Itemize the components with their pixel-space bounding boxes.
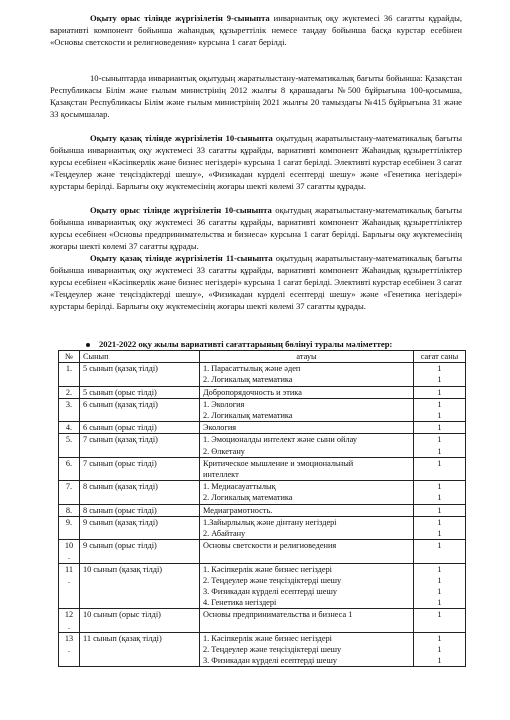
paragraph-5-bold: Оқыту қазақ тілінде жүргізілетін 11-сыныпта [90, 253, 273, 263]
row-number [59, 422, 80, 434]
paragraph-2 [50, 72, 462, 120]
row-hours [414, 434, 466, 457]
row-number-text: 3. [65, 399, 73, 409]
table-row [59, 481, 466, 504]
course-name: Основы светскости и религиоведения [203, 541, 337, 551]
row-course-names [200, 481, 414, 504]
course-name: 3. Физикадан күрделі есептерді шешу [203, 656, 338, 666]
hours-value: 1 [437, 458, 442, 468]
table-row [59, 563, 466, 609]
row-course-names [200, 516, 414, 539]
row-class: 9 сынып (орыс тілді) [80, 540, 200, 563]
paragraph-3-bold: Оқыту қазақ тілінде жүргізілетін 10-сыныпта [90, 133, 273, 143]
hours-value: 1 [437, 375, 442, 385]
row-number-text: 12 [64, 610, 74, 620]
row-class: 7 сынып (орыс тілді) [80, 457, 200, 480]
row-course-names [200, 540, 414, 563]
header-number: № [59, 351, 80, 363]
row-number-text: 2. [65, 387, 73, 397]
row-number-text: . [67, 645, 71, 655]
course-name: 1. Эмоционалды интелект және сыни ойлау [203, 435, 358, 445]
paragraph-4 [50, 204, 462, 252]
course-name: интеллект [203, 470, 239, 480]
row-class: 6 сынып (орыс тілді) [80, 422, 200, 434]
row-class: 10 сынып (қазақ тілді) [80, 563, 200, 609]
row-class: 9 сынып (қазақ тілді) [80, 516, 200, 539]
course-name: 1. Парасаттылық және әдеп [203, 364, 301, 374]
hours-value: 1 [437, 564, 442, 574]
course-name [203, 621, 410, 632]
hours-value: 1 [437, 517, 442, 527]
course-name: 1. Медиасауаттылық [203, 482, 276, 492]
variative-hours-table [58, 350, 466, 667]
paragraph-4-bold: Оқыту орыс тілінде жүргізілетін 10-сыныпта [90, 205, 272, 215]
table-row [59, 632, 466, 667]
hours-value: 1 [437, 633, 442, 643]
row-number [59, 563, 80, 609]
row-course-names [200, 457, 414, 480]
hours-value [417, 621, 462, 632]
row-number-text: . [67, 621, 71, 631]
hours-value [417, 469, 462, 480]
row-hours [414, 398, 466, 421]
table-row [59, 609, 466, 632]
row-course-names [200, 422, 414, 434]
row-hours [414, 422, 466, 434]
row-number-text: 13 [64, 633, 74, 643]
hours-value: 1 [437, 423, 442, 433]
row-course-names [200, 434, 414, 457]
row-number [59, 457, 80, 480]
course-name: Медиаграмотность. [203, 505, 273, 515]
paragraph-3 [50, 132, 462, 192]
course-name: Экология [203, 423, 237, 433]
row-number-text: 8. [65, 505, 73, 515]
row-hours [414, 363, 466, 386]
table-row [59, 363, 466, 386]
hours-value: 1 [437, 364, 442, 374]
bullet-icon [86, 343, 90, 347]
hours-value: 1 [437, 493, 442, 503]
paragraph-3-text: оқытудың жаратылыстану-математикалық бағыты бойынша инвариантық оқу жүктемесі 33 сағатты құрайды, вариативті компонент Жаһандық құзыреттіліктер курсы есебінен «Кәсіпкерлік және бизнес негіздері» курсына 1 сағат берілді. Элективті курстар есебінен 3 сағат «Теңдеулер және теңсіздіктерді шешу», «Физикадан күрделі есептерді шешу» және «Генетика негіздері» курстары берілді. Барлығы оқу жүктемесінің жоғары шекті көлемі 37 сағатты құрады. [50, 133, 463, 191]
course-name: Основы предпринимательства и бизнеса 1 [203, 610, 353, 620]
row-number [59, 363, 80, 386]
row-class: 5 сынып (қазақ тілді) [80, 363, 200, 386]
row-number [59, 398, 80, 421]
table-row [59, 386, 466, 398]
table-row [59, 504, 466, 516]
course-name: 3. Физикадан күрделі есептерді шешу [203, 587, 338, 597]
hours-value: 1 [437, 505, 442, 515]
hours-value: 1 [437, 587, 442, 597]
row-course-names [200, 563, 414, 609]
row-number-text: 5. [65, 435, 73, 445]
hours-value: 1 [437, 541, 442, 551]
paragraph-2-text: 10-сыныптарда инвариантық оқытудың жаратылыстану-математикалық бағыты бойынша: Қазақстан Республикасы Білім және ғылым министрінің 2012 жылғы 8 қарашадағы №500 бұйрығына 100-қосымша, Қазақстан Республикасы Білім және ғылым министрінің 2021 жылғы 20 тамыздағы №415 бұйрығына 31 және 33 қосымшалар. [50, 73, 462, 119]
row-number [59, 481, 80, 504]
row-number-text: . [67, 575, 71, 585]
course-name: Критическое мышление и эмоциональный [203, 458, 354, 468]
row-number-text: 7. [65, 482, 73, 492]
course-name: 2. Логикалық математика [203, 375, 293, 385]
row-hours [414, 609, 466, 632]
row-number-text: 9. [65, 517, 73, 527]
row-course-names [200, 398, 414, 421]
course-name: 2. Өлкетану [203, 446, 245, 456]
course-name: 2. Абайтану [203, 529, 246, 539]
table-row [59, 434, 466, 457]
row-course-names [200, 363, 414, 386]
header-class: Сынып [80, 351, 200, 363]
paragraph-1-bold: Оқыту орыс тілінде жүргізілетін 9-сыныпта [90, 13, 270, 23]
hours-value [417, 551, 462, 562]
hours-value: 1 [437, 411, 442, 421]
table-row [59, 516, 466, 539]
hours-value: 1 [437, 610, 442, 620]
row-hours [414, 504, 466, 516]
row-number [59, 516, 80, 539]
row-number-text: 6. [65, 458, 73, 468]
hours-value: 1 [437, 387, 442, 397]
row-hours [414, 563, 466, 609]
row-number [59, 504, 80, 516]
row-hours [414, 632, 466, 667]
table-heading [86, 339, 392, 349]
row-course-names [200, 504, 414, 516]
course-name: 2. Теңдеулер және теңсіздіктерді шешу [203, 575, 342, 585]
row-number-text: 11 [65, 564, 73, 574]
row-number-text: 10 [64, 541, 74, 551]
row-class: 6 сынып (қазақ тілді) [80, 398, 200, 421]
course-name: 1. Кәсіпкерлік және бизнес негіздері [203, 564, 332, 574]
course-name: 2. Логикалық математика [203, 411, 293, 421]
course-name: 4. Генетика негіздері [203, 598, 277, 608]
row-number-text: . [67, 552, 71, 562]
row-number [59, 632, 80, 667]
row-hours [414, 386, 466, 398]
row-hours [414, 540, 466, 563]
row-class: 10 сынып (орыс тілді) [80, 609, 200, 632]
row-class: 7 сынып (қазақ тілді) [80, 434, 200, 457]
header-name: атауы [200, 351, 414, 363]
course-name: Добропорядочность и этика [203, 387, 302, 397]
row-class: 8 сынып (орыс тілді) [80, 504, 200, 516]
table-row [59, 540, 466, 563]
row-hours [414, 481, 466, 504]
hours-value: 1 [437, 598, 442, 608]
row-number [59, 434, 80, 457]
course-name: 1.Зайырлылық және дінтану негіздері [203, 517, 337, 527]
hours-value: 1 [437, 575, 442, 585]
row-number [59, 386, 80, 398]
course-name [203, 551, 410, 562]
header-hours: сағат саны [414, 351, 466, 363]
row-class: 11 сынып (қазақ тілді) [80, 632, 200, 667]
row-number-text: 1. [65, 364, 73, 374]
row-course-names [200, 386, 414, 398]
paragraph-1 [50, 12, 462, 48]
row-hours [414, 457, 466, 480]
row-hours [414, 516, 466, 539]
paragraph-4-text: оқытудың жаратылыстану-математикалық бағыты бойынша инвариантық оқу жүктемесі 36 сағатты құрайды, вариативті компонент Жаһандық құзыреттіліктер курсы есебінен «Основы предпринимательства и бизнеса» курсына 1 сағат берілді. Барлығы оқу жүктемесінің жоғары шекті көлемі 37 сағатты құрады. [50, 205, 462, 251]
paragraph-5-text: оқытудың жаратылыстану-математикалық бағыты бойынша инвариантық оқу жүктемесі 33 сағатты құрайды, вариативті компонент Жаһандық құзыреттіліктер курсы есебінен «Кәсіпкерлік және бизнес негіздері» курсына 1 сағат берілді. Элективті курстар есебінен 3 сағат «Теңдеулер және теңсіздіктерді шешу», «Физикадан күрделі есептерді шешу» және «Генетика негіздері» курстары берілді. Барлығы оқу жүктемесінің жоғары шекті көлемі 37 сағатты құрады. [50, 253, 462, 311]
course-name: 1. Кәсіпкерлік және бизнес негіздері [203, 633, 332, 643]
row-course-names [200, 632, 414, 667]
row-class: 5 сынып (орыс тілді) [80, 386, 200, 398]
table-row [59, 422, 466, 434]
hours-value: 1 [437, 446, 442, 456]
row-number-text: 4. [65, 423, 73, 433]
hours-value: 1 [437, 656, 442, 666]
table-row [59, 398, 466, 421]
row-class: 8 сынып (қазақ тілді) [80, 481, 200, 504]
row-course-names [200, 609, 414, 632]
row-number [59, 609, 80, 632]
table-heading-text: 2021-2022 оқу жылы вариативті сағаттарының бөлінуі туралы мәліметтер: [99, 339, 393, 349]
course-name: 2. Логикалық математика [203, 493, 293, 503]
table-header-row [59, 351, 466, 363]
hours-value: 1 [437, 645, 442, 655]
paragraph-1-text: инвариантық оқу жүктемесі 36 сағатты құрайды, вариативті компонент бойынша жаһандық құзыреттілік немесе таңдау бойынша басқа курстар есебінен «Основы светскости и религиоведения» курсына 1 сағат берілді. [50, 13, 463, 47]
table-row [59, 457, 466, 480]
paragraph-5 [50, 252, 462, 312]
hours-value: 1 [437, 482, 442, 492]
course-name: 1. Экология [203, 399, 245, 409]
hours-value: 1 [437, 435, 442, 445]
hours-value: 1 [437, 529, 442, 539]
hours-value: 1 [437, 399, 442, 409]
course-name: 2. Теңдеулер және теңсіздіктерді шешу [203, 645, 342, 655]
row-number [59, 540, 80, 563]
